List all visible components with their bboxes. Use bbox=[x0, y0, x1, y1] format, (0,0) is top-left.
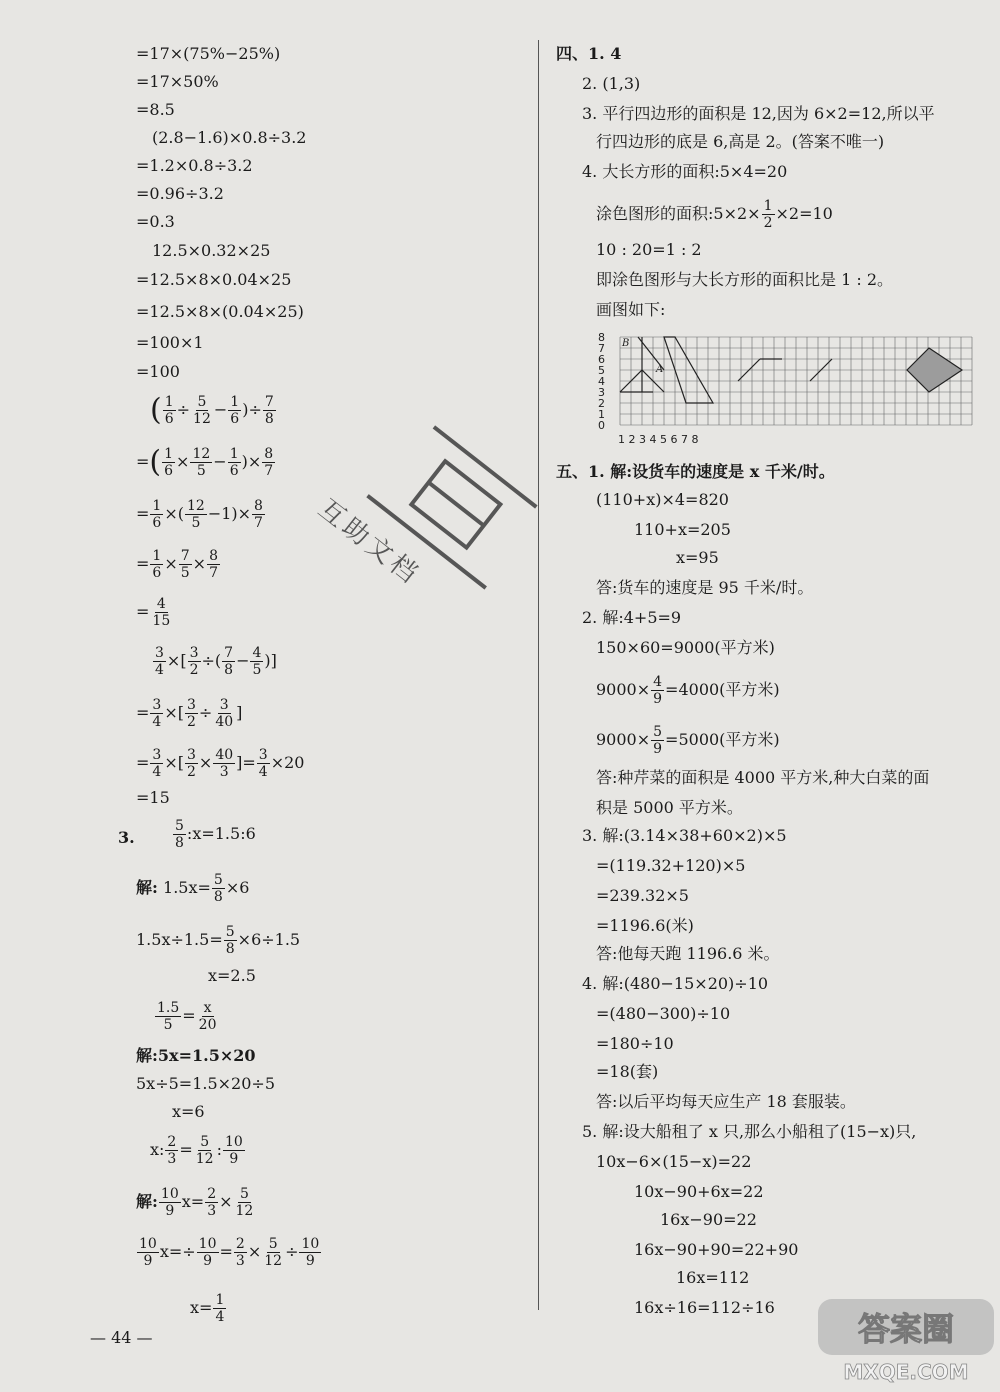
calc-line: (2.8−1.6)×0.8÷3.2 bbox=[152, 128, 307, 147]
fraction-expression: = $\frac{3}{4}$ ×[ $\frac{3}{2}$ ÷ $\frac{3}{40}$ ] bbox=[136, 697, 243, 730]
answer-line: 10x−90+6x=22 bbox=[634, 1182, 764, 1201]
solution-step: 解:5x=1.5×20 bbox=[136, 1046, 256, 1065]
answer-line: 5. 解:设大船租了 x 只,那么小船租了(15−x)只, bbox=[582, 1122, 917, 1141]
point-b-label: B bbox=[622, 338, 630, 349]
answer-line: 即涂色图形与大长方形的面积比是 1 : 2。 bbox=[596, 270, 894, 289]
answer-line: =18(套) bbox=[596, 1062, 659, 1081]
answer-line: 答:以后平均每天应生产 18 套服装。 bbox=[596, 1092, 856, 1111]
calc-line: =100 bbox=[136, 362, 180, 381]
watermark-stamp bbox=[304, 394, 566, 651]
answer-line: 四、1. 4 bbox=[556, 44, 622, 63]
fraction-expression: ( $\frac{1}{6}$ ÷ $\frac{5}{12}$ − $\frac{1}{6}$ )÷ $\frac{7}{8}$ bbox=[150, 392, 274, 428]
calc-line: =12.5×8×0.04×25 bbox=[136, 270, 292, 289]
answer-line: 4. 大长方形的面积:5×4=20 bbox=[582, 162, 788, 181]
y-label: 2 bbox=[598, 397, 605, 410]
answer-line: 画图如下: bbox=[596, 300, 666, 319]
answer-line: 行四边形的底是 6,高是 2。(答案不唯一) bbox=[596, 132, 885, 151]
calc-line: =17×50% bbox=[136, 72, 219, 91]
fraction-expression: = $\frac{1}{6}$ ×( $\frac{12}{5}$ −1)× $\frac{8}{7}$ bbox=[136, 498, 263, 531]
problem-number: 3. bbox=[118, 828, 135, 847]
y-label: 6 bbox=[598, 353, 605, 366]
y-label: 5 bbox=[598, 364, 605, 377]
answer-line: 150×60=9000(平方米) bbox=[596, 638, 775, 657]
y-label: 3 bbox=[598, 386, 605, 399]
column-divider bbox=[538, 40, 539, 1310]
answer-line: =239.32×5 bbox=[596, 886, 689, 905]
answer-line: =1196.6(米) bbox=[596, 916, 694, 935]
page-number: — 44 — bbox=[90, 1328, 153, 1347]
answer-line: (110+x)×4=820 bbox=[596, 490, 729, 509]
grid-figure bbox=[598, 328, 978, 448]
calc-line: =15 bbox=[136, 788, 170, 807]
calc-line: =1.2×0.8÷3.2 bbox=[136, 156, 253, 175]
answer-line: 9000× $\frac{5}{9}$ =5000(平方米) bbox=[596, 724, 780, 757]
stamp-text: 互助文档 bbox=[312, 493, 426, 592]
answer-line: 答:他每天跑 1196.6 米。 bbox=[596, 944, 780, 963]
logo-text: 答案圈 bbox=[857, 1310, 955, 1348]
solution-step: 1.5x÷1.5= $\frac{5}{8}$ ×6÷1.5 bbox=[136, 924, 301, 957]
answer-line: 10x−6×(15−x)=22 bbox=[596, 1152, 752, 1171]
answer-line: 110+x=205 bbox=[634, 520, 731, 539]
fraction-expression: =( $\frac{1}{6}$ × $\frac{12}{5}$ − $\frac{1}{6}$ )× $\frac{8}{7}$ bbox=[136, 444, 274, 480]
solution-step: 解: 1.5x= $\frac{5}{8}$ ×6 bbox=[136, 872, 250, 905]
ratio-equation: x: $\frac{2}{3}$ = $\frac{5}{12}$ : $\frac{10}{9}$ bbox=[150, 1134, 243, 1167]
solution-step: $\frac{1.5}{5}$ = $\frac{x}{20}$ bbox=[157, 1000, 217, 1033]
answer-line: 2. (1,3) bbox=[582, 74, 641, 93]
solution-step: x= $\frac{1}{4}$ bbox=[190, 1292, 225, 1325]
grid-svg bbox=[598, 328, 978, 448]
solution-step: 5x÷5=1.5×20÷5 bbox=[136, 1074, 275, 1093]
solution-step: $\frac{10}{9}$ x=÷ $\frac{10}{9}$ = $\frac{2}{3}$ × $\frac{5}{12}$ ÷ $\frac{10}{9}$ bbox=[139, 1236, 320, 1269]
logo-url: MXQE.COM bbox=[843, 1360, 969, 1384]
answer-line: 3. 解:(3.14×38+60×2)×5 bbox=[582, 826, 787, 845]
stamp-glyph-icon bbox=[335, 394, 566, 612]
answer-line: 五、1. 解:设货车的速度是 x 千米/时。 bbox=[556, 462, 835, 481]
answer-line: =180÷10 bbox=[596, 1034, 674, 1053]
calc-line: =12.5×8×(0.04×25) bbox=[136, 302, 304, 321]
answer-line: 16x=112 bbox=[676, 1268, 750, 1287]
solution-step: x=6 bbox=[172, 1102, 205, 1121]
y-label: 0 bbox=[598, 419, 605, 432]
calc-line: =0.3 bbox=[136, 212, 175, 231]
solution-step: 解: $\frac{10}{9}$ x= $\frac{2}{3}$ × $\frac{5}{12}$ bbox=[136, 1186, 254, 1219]
y-label: 4 bbox=[598, 375, 605, 388]
fraction-expression: = $\frac{3}{4}$ ×[ $\frac{3}{2}$ × $\frac{40}{3}$ ]= $\frac{3}{4}$ ×20 bbox=[136, 747, 305, 780]
ratio-equation: $\frac{5}{8}$ :x=1.5:6 bbox=[175, 818, 256, 851]
answer-line: 10 : 20=1 : 2 bbox=[596, 240, 702, 259]
calc-line: =17×(75%−25%) bbox=[136, 44, 281, 63]
point-a-label: A bbox=[656, 364, 664, 375]
answer-line: 2. 解:4+5=9 bbox=[582, 608, 682, 627]
answer-line: 16x−90+90=22+90 bbox=[634, 1240, 799, 1259]
answer-line: 积是 5000 平方米。 bbox=[596, 798, 743, 817]
fraction-expression: $\frac{3}{4}$ ×[ $\frac{3}{2}$ ÷( $\frac{7}{8}$ − $\frac{4}{5}$ )] bbox=[155, 645, 277, 678]
calc-line: =8.5 bbox=[136, 100, 175, 119]
logo-badge-icon bbox=[810, 1295, 1000, 1388]
answer-line: 9000× $\frac{4}{9}$ =4000(平方米) bbox=[596, 674, 780, 707]
answer-line: 4. 解:(480−15×20)÷10 bbox=[582, 974, 769, 993]
calc-line: =100×1 bbox=[136, 333, 204, 352]
fraction-expression: = $\frac{4}{15}$ bbox=[136, 596, 171, 629]
answer-line: =(480−300)÷10 bbox=[596, 1004, 731, 1023]
site-logo bbox=[810, 1295, 1000, 1388]
answer-line: =(119.32+120)×5 bbox=[596, 856, 746, 875]
fraction-expression: = $\frac{1}{6}$ × $\frac{7}{5}$ × $\frac{8}{7}$ bbox=[136, 548, 218, 581]
calc-line: =0.96÷3.2 bbox=[136, 184, 224, 203]
answer-line: x=95 bbox=[676, 548, 719, 567]
x-axis-labels: 1 2 3 4 5 6 7 8 bbox=[618, 433, 699, 446]
y-label: 8 bbox=[598, 331, 605, 344]
y-label: 1 bbox=[598, 408, 605, 421]
solution-step: x=2.5 bbox=[208, 966, 256, 985]
calc-line: 12.5×0.32×25 bbox=[152, 241, 271, 260]
answer-line: 16x÷16=112÷16 bbox=[634, 1298, 775, 1317]
answer-line: 16x−90=22 bbox=[660, 1210, 757, 1229]
answer-line: 答:种芹菜的面积是 4000 平方米,种大白菜的面 bbox=[596, 768, 930, 787]
answer-line: 涂色图形的面积:5×2× $\frac{1}{2}$ ×2=10 bbox=[596, 198, 833, 231]
answer-line: 答:货车的速度是 95 千米/时。 bbox=[596, 578, 814, 597]
y-label: 7 bbox=[598, 342, 605, 355]
answer-line: 3. 平行四边形的面积是 12,因为 6×2=12,所以平 bbox=[582, 104, 935, 123]
